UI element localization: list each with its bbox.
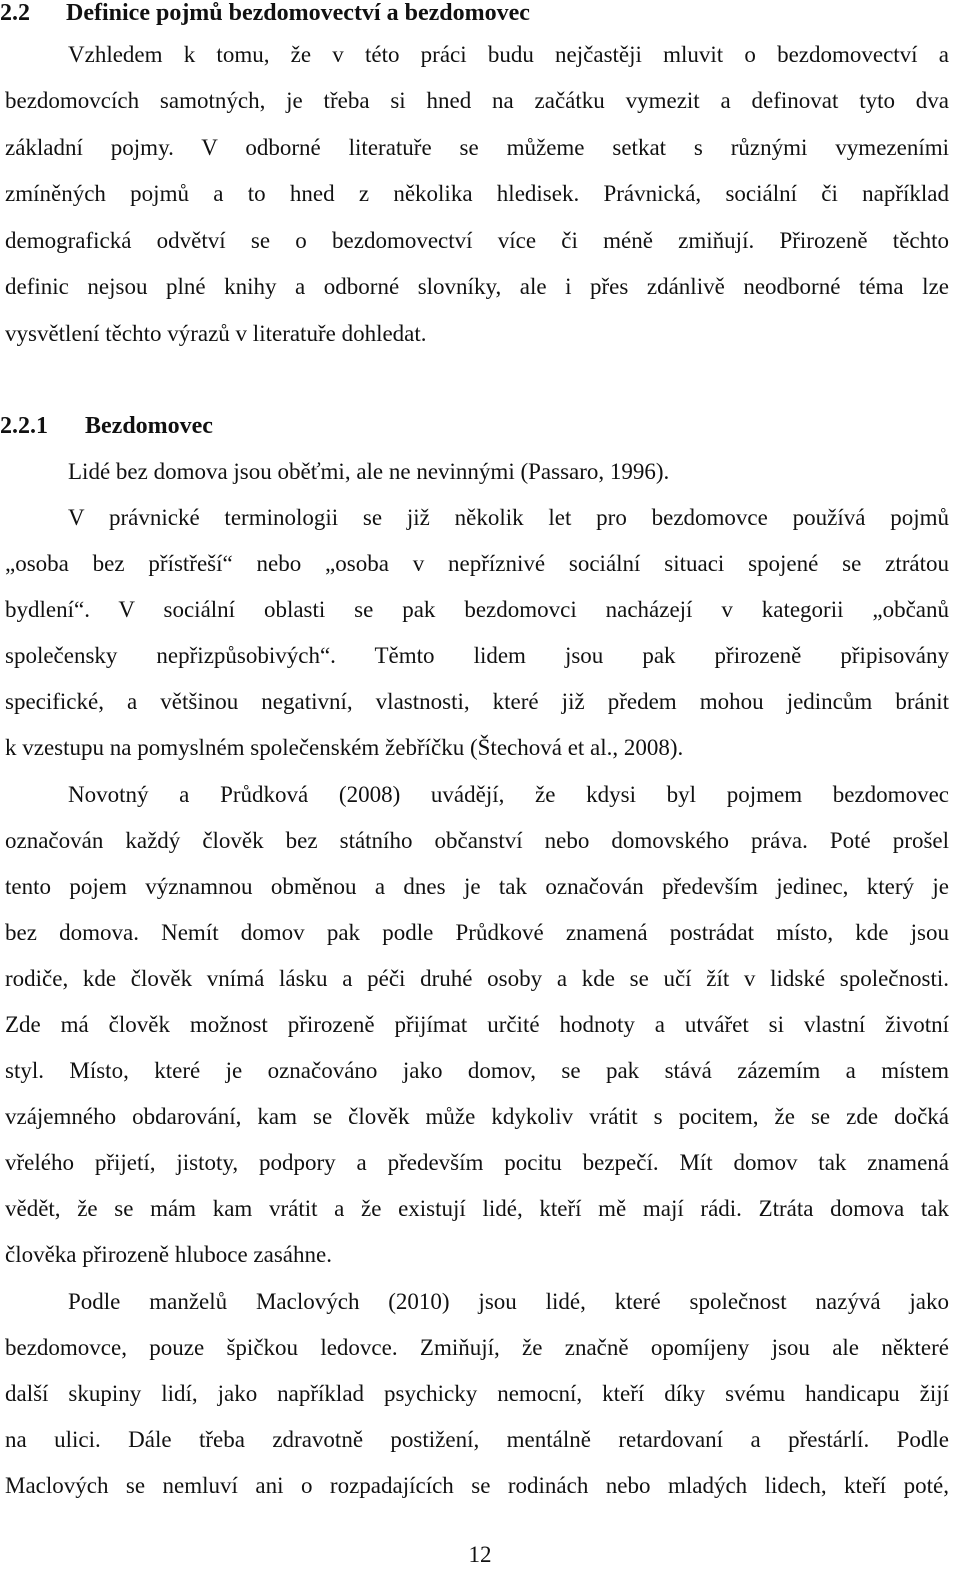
subsection-number: 2.2.1 xyxy=(0,413,48,439)
text-line: Vzhledem k tomu, že v této práci budu nejčastěji mluvit o bezdomovectví a xyxy=(68,42,949,67)
subsection-heading xyxy=(0,411,213,441)
text-line: společensky nepřizpůsobivých“. Těmto lidem jsou pak přirozeně připisovány xyxy=(5,643,949,668)
text-line: Maclových se nemluví ani o rozpadajících se rodinách nebo mladých lidech, kteří poté, xyxy=(5,1473,949,1498)
section-title: Definice pojmů bezdomovectví a bezdomovec xyxy=(66,0,530,26)
text-line: „osoba bez přístřeší“ nebo „osoba v nepříznivé sociální situaci spojené se ztrátou xyxy=(5,551,949,576)
page-number: 12 xyxy=(468,1542,492,1567)
text-line: Novotný a Průdková (2008) uvádějí, že kdysi byl pojmem bezdomovec xyxy=(68,782,949,807)
text-line: na ulici. Dále třeba zdravotně postižení, mentálně retardovaní a přestárlí. Podle xyxy=(5,1427,949,1452)
section-number: 2.2 xyxy=(0,0,30,26)
text-line: vřelého přijetí, jistoty, podpory a především pocitu bezpečí. Mít domov tak znamená xyxy=(5,1150,949,1175)
text-line: označován každý člověk bez státního občanství nebo domovského práva. Poté prošel xyxy=(5,828,949,853)
text-line: V právnické terminologii se již několik let pro bezdomovce používá pojmů xyxy=(68,505,949,530)
text-line: zmíněných pojmů a to hned z několika hledisek. Právnická, sociální či například xyxy=(5,181,949,206)
text-line: rodiče, kde člověk vnímá lásku a péči druhé osoby a kde se učí žít v lidské společnosti. xyxy=(5,966,949,991)
text-line: bydlení“. V sociální oblasti se pak bezdomovci nacházejí v kategorii „občanů xyxy=(5,597,949,622)
text-line: definic nejsou plné knihy a odborné slovníky, ale i přes zdánlivě neodborné téma lze xyxy=(5,274,949,299)
text-line: bezdomovce, pouze špičkou ledovce. Zmiňují, že značně opomíjeny jsou ale některé xyxy=(5,1335,949,1360)
text-line: člověka přirozeně hluboce zasáhne. xyxy=(5,1242,332,1267)
text-line: k vzestupu na pomyslném společenském žebříčku (Štechová et al., 2008). xyxy=(5,735,684,760)
text-line: Podle manželů Maclových (2010) jsou lidé, které společnost nazývá jako xyxy=(68,1289,949,1314)
text-line: demografická odvětví se o bezdomovectví více či méně zmiňují. Přirozeně těchto xyxy=(5,228,949,253)
section-heading xyxy=(0,0,530,28)
text-line: vědět, že se mám kam vrátit a že existují lidé, kteří mě mají rádi. Ztráta domova tak xyxy=(5,1196,949,1221)
text-line: vysvětlení těchto výrazů v literatuře dohledat. xyxy=(5,321,427,346)
text-line: specifické, a většinou negativní, vlastnosti, které již předem mohou jedincům bránit xyxy=(5,689,949,714)
text-line: vzájemného obdarování, kam se člověk může kdykoliv vrátit s pocitem, že se zde dočká xyxy=(5,1104,949,1129)
text-line: další skupiny lidí, jako například psychicky nemocní, kteří díky svému handicapu žijí xyxy=(5,1381,949,1406)
text-line: bez domova. Nemít domov pak podle Průdkové znamená postrádat místo, kde jsou xyxy=(5,920,949,945)
text-line: základní pojmy. V odborné literatuře se můžeme setkat s různými vymezeními xyxy=(5,135,949,160)
text-line: bezdomovcích samotných, je třeba si hned na začátku vymezit a definovat tyto dva xyxy=(5,88,949,113)
subsection-title: Bezdomovec xyxy=(85,413,213,439)
text-line: styl. Místo, které je označováno jako domov, se pak stává zázemím a místem xyxy=(5,1058,949,1083)
text-line: Zde má člověk možnost přirozeně přijímat určité hodnoty a utvářet si vlastní životní xyxy=(5,1012,949,1037)
text-line: Lidé bez domova jsou oběťmi, ale ne nevinnými (Passaro, 1996). xyxy=(68,459,670,484)
text-line: tento pojem významnou obměnou a dnes je tak označován především jedinec, který je xyxy=(5,874,949,899)
